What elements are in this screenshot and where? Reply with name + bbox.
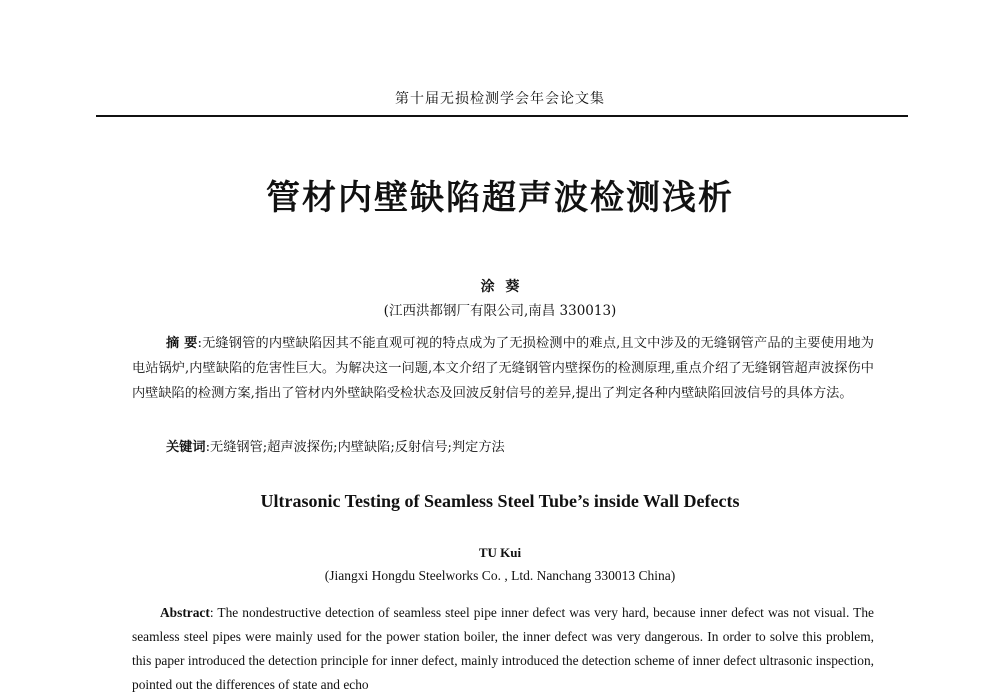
chinese-title: 管材内壁缺陷超声波检测浅析 [266, 178, 734, 218]
running-header: 第十届无损检测学会年会论文集 [395, 91, 605, 107]
chinese-affiliation: (江西洪都钢厂有限公司,南昌 330013) [383, 303, 617, 319]
header-rule [96, 115, 908, 117]
english-abstract [132, 601, 874, 697]
chinese-keywords [166, 437, 874, 459]
chinese-abstract-label: 摘 要 [166, 336, 198, 351]
chinese-keywords-text: :无缝钢管;超声波探伤;内壁缺陷;反射信号;判定方法 [205, 440, 505, 455]
chinese-abstract-text: :无缝钢管的内壁缺陷因其不能直观可视的特点成为了无损检测中的难点,且文中涉及的无缝钢管产品的主要使用地为电站锅炉,内壁缺陷的危害性巨大。为解决这一问题,本文介绍了无缝钢管内壁探伤的检测原理,重点介绍了无缝钢管超声波探伤中内壁缺陷的检测方案,指出了管材内外壁缺陷受检状态及回波反射信号的差异,提出了判定各种内壁缺陷回波信号的具体方法。 [132, 336, 874, 401]
chinese-abstract [132, 331, 874, 406]
english-author: TU Kui [478, 545, 522, 560]
chinese-author: 涂 葵 [480, 279, 520, 295]
english-abstract-label: Abstract [160, 605, 210, 620]
chinese-keywords-label: 关键词 [166, 440, 206, 455]
english-affiliation: (Jiangxi Hongdu Steelworks Co. , Ltd. Nanchang 330013 China) [324, 568, 676, 583]
english-abstract-text: : The nondestructive detection of seamless steel pipe inner defect was very hard, because inner defect was not visual. The seamless steel pipes were mainly used for the power station boiler, the inner defect was very dangerous. In order to solve this problem, this paper introduced the detection principle for inner defect, mainly introduced the detection scheme of inner defect ultrasonic inspection, pointed out the differences of state and echo [132, 605, 874, 692]
english-title: Ultrasonic Testing of Seamless Steel Tube’s inside Wall Defects [260, 491, 740, 511]
